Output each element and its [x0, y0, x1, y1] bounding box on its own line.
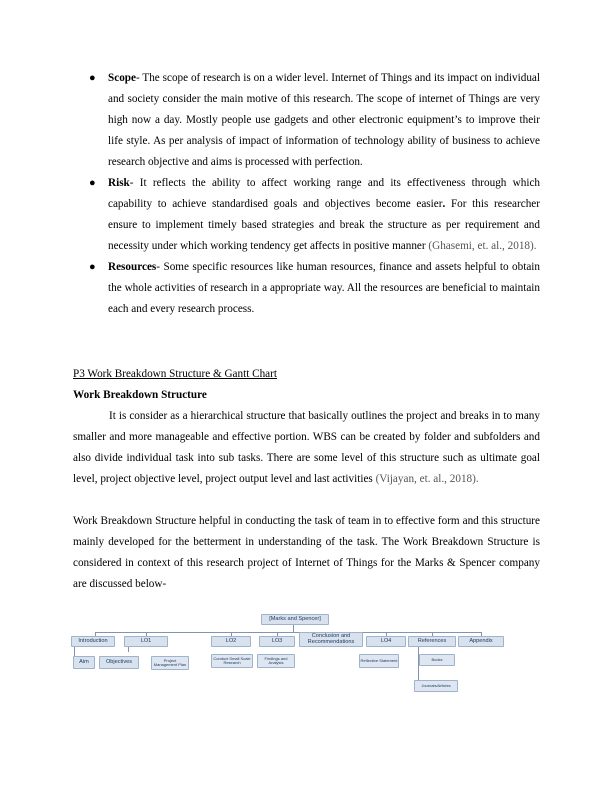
- wbs-node-conduct-research: Conduct Small Scale Research: [211, 654, 253, 668]
- wbs-node-findings-analysis: Findings and Analysis: [257, 654, 295, 668]
- wbs-node-objectives: Objectives: [99, 656, 139, 669]
- paragraph-1: [73, 406, 540, 490]
- bullet-resources-label: Resources: [108, 261, 157, 273]
- wbs-node-journals-articles: Journals/Articles: [414, 680, 458, 692]
- bullet-risk-label: Risk: [108, 177, 130, 189]
- wbs-root-node: [Marks and Spencer]: [261, 614, 329, 625]
- bullet-scope-text: - The scope of research is on a wider level. Internet of Things and its impact on individual and society consider the main motive of this research. The scope of internet of Things are very high now a day. Mostly people use gadgets and other electronic equipment’s to improve their life style. As per analysis of impact of information of technology ability of business to achieve research objective and aims is processed with perfection.: [108, 72, 540, 168]
- wbs-node-lo2: LO2: [211, 636, 251, 647]
- bullet-dot: ●: [89, 72, 96, 84]
- bullet-dot: ●: [89, 177, 96, 189]
- bullet-resources: [85, 257, 540, 320]
- bullet-list: [85, 68, 540, 320]
- bullet-resources-text: - Some specific resources like human resources, finance and assets helpful to obtain the whole activities of research in a appropriate way. All the resources are beneficial to maintain each and every research process.: [108, 261, 540, 315]
- section-heading: P3 Work Breakdown Structure & Gantt Chart: [73, 368, 277, 380]
- wbs-node-introduction: Introduction: [71, 636, 115, 647]
- bullet-risk-text: - It reflects the ability to affect working range and its effectiveness through which capability to achieve standardised goals and objectives become easier: [108, 177, 540, 210]
- wbs-node-project-management-plan: Project Management Plan: [151, 656, 189, 670]
- paragraph-1-text: It is consider as a hierarchical structure that basically outlines the project and breaks in to many smaller and more manageable and effective portion. WBS can be created by folder and subfolders and also divide individual task into sub tasks. There are some level of this structure such as ultimate goal level, project objective level, project output level and last activities: [73, 410, 540, 485]
- sub-heading: Work Breakdown Structure: [73, 389, 207, 401]
- wbs-node-lo4: LO4: [366, 636, 406, 647]
- citation-ghasemi: (Ghasemi, et. al., 2018).: [428, 240, 537, 252]
- bold-period: .: [442, 198, 446, 210]
- wbs-node-lo1: LO1: [124, 636, 168, 647]
- paragraph-2: Work Breakdown Structure helpful in conducting the task of team in to effective form and this structure mainly developed for the betterment in understanding of the task. The Work Breakdown Structure is considered in context of this research project of Internet of Things for the Marks & Spencer company are discussed below-: [73, 515, 540, 590]
- connector-line: [95, 632, 481, 633]
- bullet-dot: ●: [89, 261, 96, 273]
- connector-line: [293, 624, 294, 632]
- wbs-node-aim: Aim: [73, 656, 95, 669]
- bullet-risk: [85, 173, 540, 257]
- wbs-node-books: Books: [419, 654, 455, 666]
- bullet-risk-text-cont: For this researcher ensure to implement timely based strategies and break the structure as per requirement and necessity under which working tendency get affects in positive manner: [108, 198, 540, 252]
- wbs-diagram: [68, 610, 508, 695]
- wbs-node-appendix: Appendix: [458, 636, 504, 647]
- wbs-node-references: References: [408, 636, 456, 647]
- bullet-scope-label: Scope: [108, 72, 136, 84]
- bullet-scope: [85, 68, 540, 173]
- wbs-node-conclusion: Conclusion and Recommendations: [299, 632, 363, 647]
- citation-vijayan: (Vijayan, et. al., 2018).: [375, 473, 479, 485]
- wbs-node-lo3: LO3: [259, 636, 295, 647]
- wbs-node-reflective-statement: Reflective Statement: [359, 654, 399, 668]
